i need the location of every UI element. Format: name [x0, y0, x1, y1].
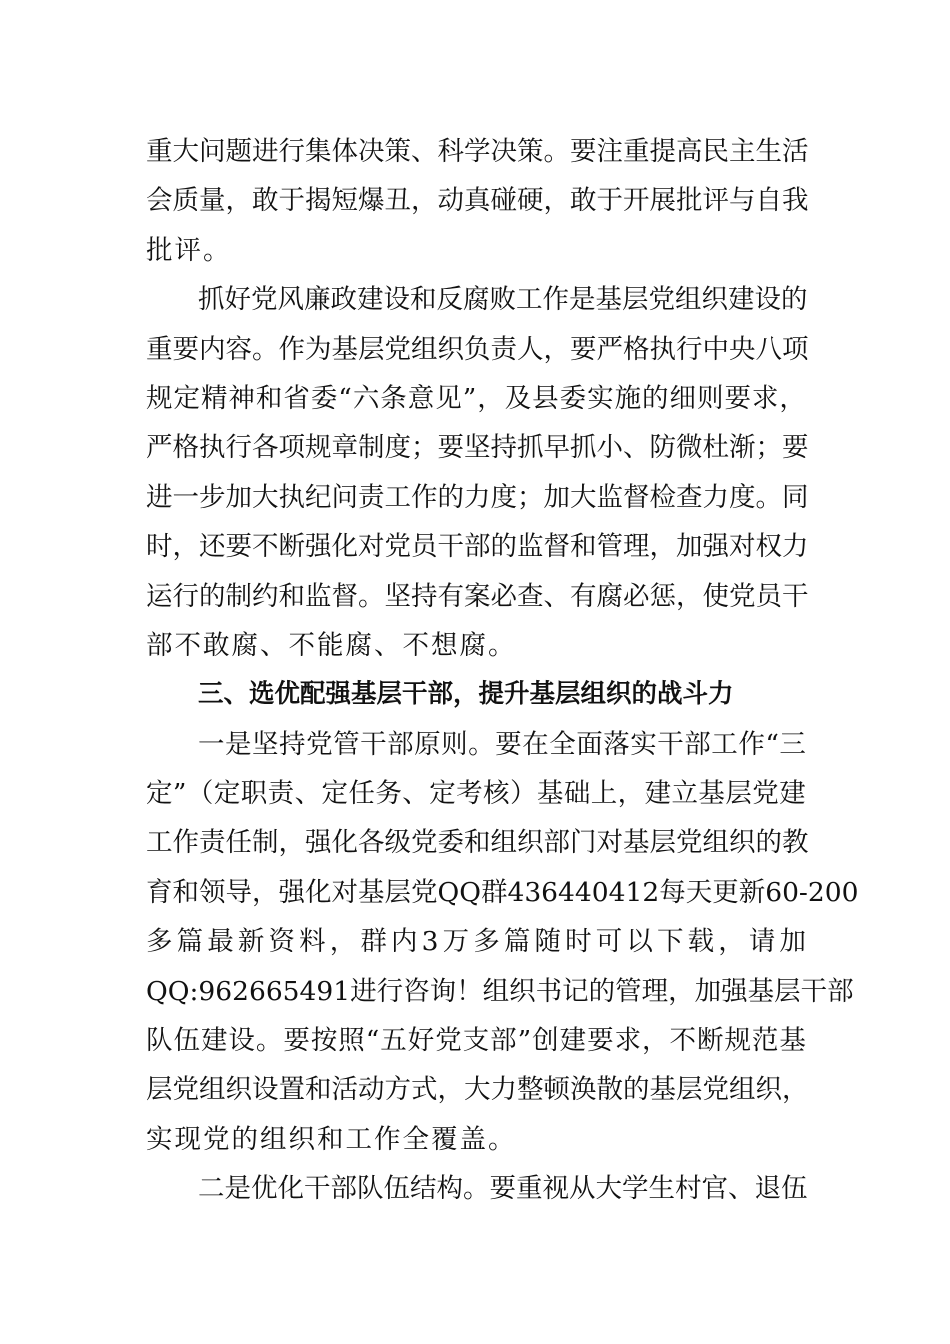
- text-line: 多 篇 最 新 资 料 ， 群 内 3 万 多 篇 随 时 可 以 下 载 ， 请 加: [146, 926, 806, 958]
- paragraph: [146, 127, 809, 275]
- text-line: QQ:962665491 进 行 咨 询 ！ 组 织 书 记 的 管 理 ， 加 强 基 层 干 部: [146, 975, 854, 1007]
- text-line: 重 大 问 题 进 行 集 体 决 策 、 科 学 决 策 。 要 注 重 提 高 民 主 生 活: [146, 136, 809, 167]
- body-text: [146, 127, 859, 1214]
- text-line: 层 党 组 织 设 置 和 活 动 方 式 ， 大 力 整 顿 涣 散 的 基 层 党 组 织 ，: [146, 1074, 809, 1106]
- paragraph: [146, 1164, 806, 1213]
- text-line: 会 质 量 ， 敢 于 揭 短 爆 丑 ， 动 真 碰 硬 ， 敢 于 开 展 批 评 与 自 我: [146, 185, 809, 217]
- text-line: 时 ， 还 要 不 断 强 化 对 党 员 干 部 的 监 督 和 管 理 ， 加 强 对 权 力: [146, 531, 809, 563]
- text-line: 规 定 精 神 和 省 委 “ 六 条 意 见 ” ， 及 县 委 实 施 的 细 则 要 求 ，: [146, 382, 806, 414]
- text-line: 批评。: [146, 234, 232, 266]
- section-heading: 三、选优配强基层干部，提升基层组织的战斗力: [198, 679, 734, 710]
- text-line: 部不敢腐、不能腐、不想腐。: [146, 629, 517, 661]
- text-line: 工 作 责 任 制 ， 强 化 各 级 党 委 和 组 织 部 门 对 基 层 党 组 织 的 教: [146, 827, 809, 859]
- text-line: 重 要 内 容 。 作 为 基 层 党 组 织 负 责 人 ， 要 严 格 执 行 中 央 八 项: [146, 333, 809, 365]
- paragraph: [146, 720, 859, 1165]
- text-line: 二 是 优 化 干 部 队 伍 结 构 。 要 重 视 从 大 学 生 村 官 、 退 伍: [198, 1173, 808, 1205]
- text-line: 运 行 的 制 约 和 监 督 。 坚 持 有 案 必 查 、 有 腐 必 惩 ， 使 党 员 干: [146, 580, 809, 612]
- text-line: 抓 好 党 风 廉 政 建 设 和 反 腐 败 工 作 是 基 层 党 组 织 建 设 的: [198, 284, 808, 316]
- text-line: 实现党的组织和工作全覆盖。: [146, 1123, 517, 1155]
- text-line: 一 是 坚 持 党 管 干 部 原 则 。 要 在 全 面 落 实 干 部 工 作 “ 三: [198, 728, 806, 760]
- text-line: 队 伍 建 设 。 要 按 照 “ 五 好 党 支 部 ” 创 建 要 求 ， 不 断 规 范 基: [146, 1025, 806, 1057]
- text-line: 育 和 领 导 ， 强 化 对 基 层 党 QQ 群 436440412 每 天 更 新 60-200: [146, 876, 859, 908]
- paragraph: [146, 275, 809, 670]
- text-line: 严 格 执 行 各 项 规 章 制 度 ； 要 坚 持 抓 早 抓 小 、 防 微 杜 渐 ； 要: [146, 432, 809, 464]
- text-line: 定 ” （ 定 职 责 、 定 任 务 、 定 考 核 ） 基 础 上 ， 建 立 基 层 党 建: [146, 778, 806, 810]
- text-line: 进 一 步 加 大 执 纪 问 责 工 作 的 力 度 ； 加 大 监 督 检 查 力 度 。 同: [146, 481, 809, 513]
